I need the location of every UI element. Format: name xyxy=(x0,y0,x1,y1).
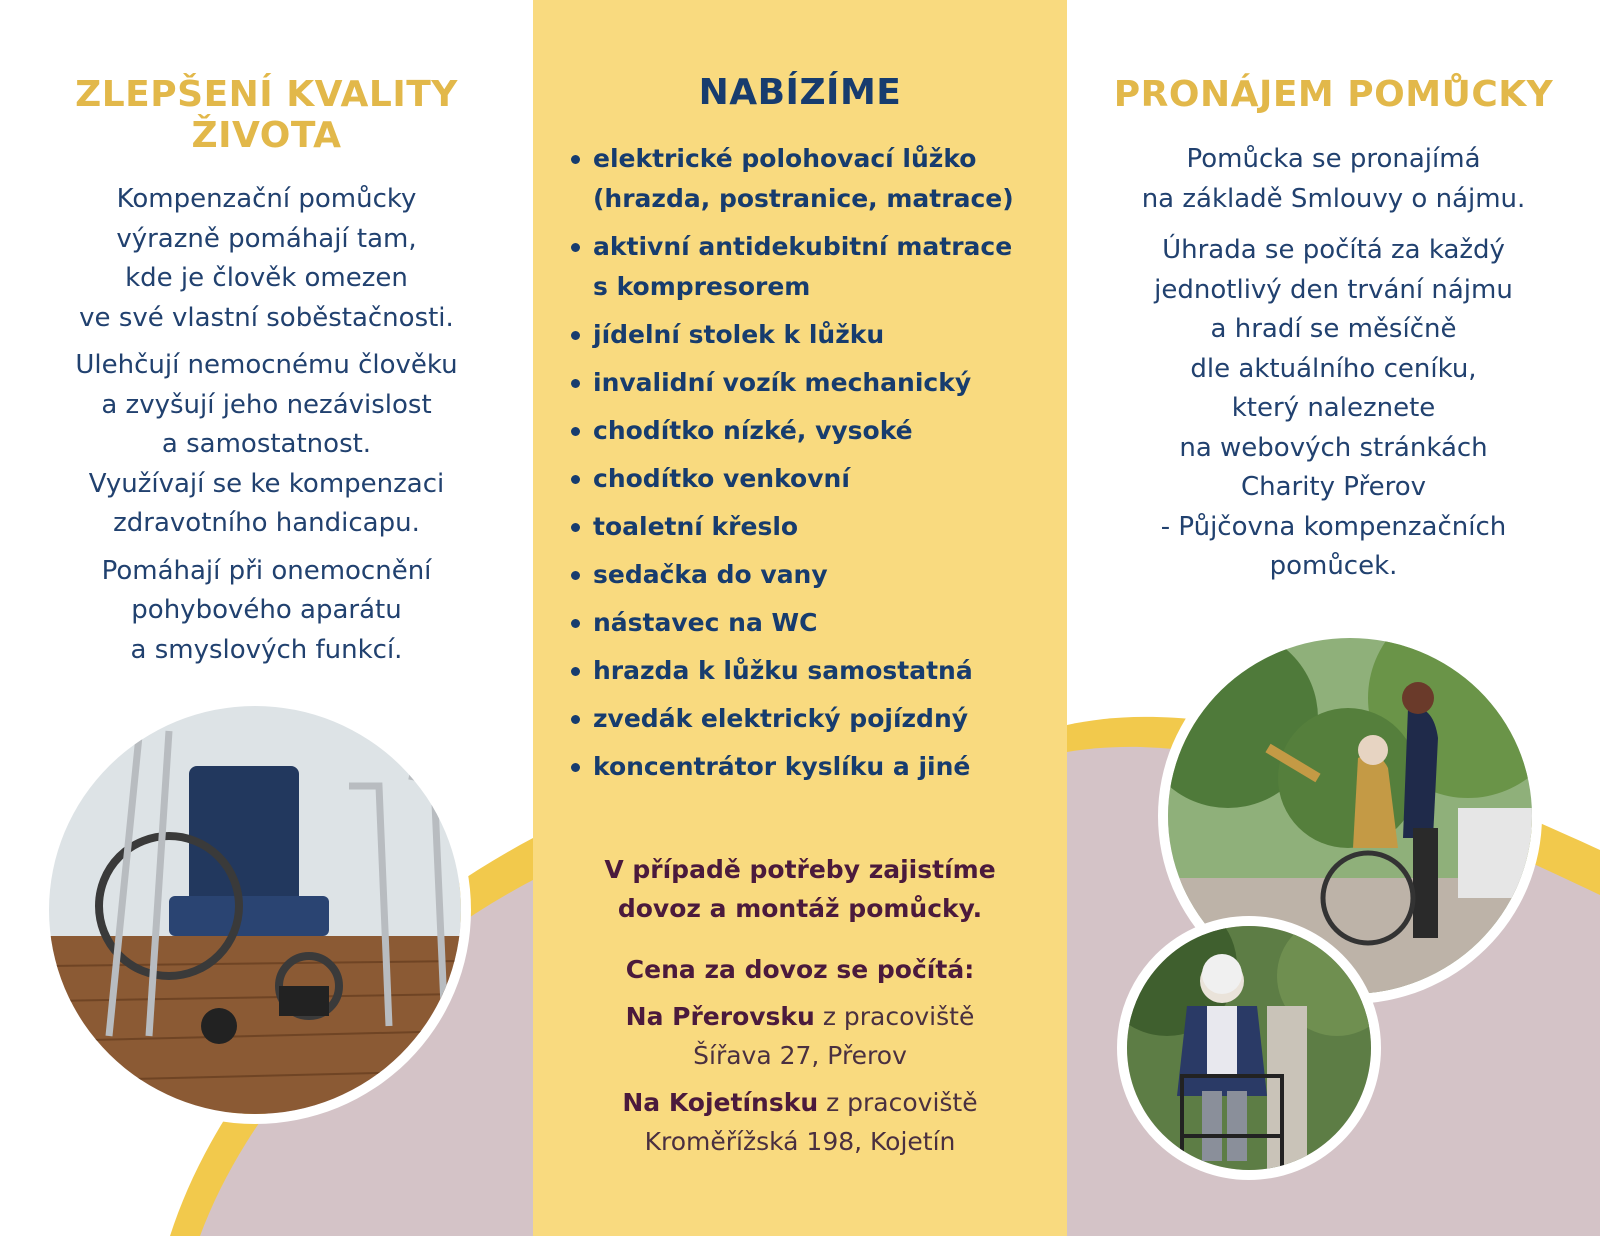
list-item xyxy=(571,603,1051,643)
bullet-icon xyxy=(571,155,580,164)
text-line: který naleznete xyxy=(1231,393,1436,423)
offer-line: sedačka do vany xyxy=(593,560,828,589)
price-title: Cena za dovoz se počítá: xyxy=(625,955,975,984)
text-line: a zvyšují jeho nezávislost xyxy=(101,389,432,420)
bullet-icon xyxy=(571,427,580,436)
text-line: ve své vlastní soběstačnosti. xyxy=(79,302,454,333)
offer-line: hrazda k lůžku samostatná xyxy=(593,656,973,685)
right-paragraph xyxy=(1067,140,1600,219)
bullet-icon xyxy=(571,763,580,772)
text-line: kde je člověk omezen xyxy=(125,263,408,293)
delivery-line: dovoz a montáž pomůcky. xyxy=(617,894,983,923)
list-item xyxy=(571,699,1051,739)
delivery-title xyxy=(533,850,1067,928)
text-line: pomůcek. xyxy=(1269,551,1398,581)
list-item xyxy=(571,555,1051,595)
text-line: Využívají se ke kompenzaci xyxy=(88,468,445,499)
offer-line: jídelní stolek k lůžku xyxy=(593,320,885,349)
text-line: pohybového aparátu xyxy=(131,595,402,625)
left-paragraph xyxy=(0,180,533,338)
left-heading xyxy=(0,74,533,156)
offer-line: aktivní antidekubitní matrace xyxy=(593,232,1013,261)
text-line: zdravotního handicapu. xyxy=(113,508,420,538)
bullet-icon xyxy=(571,523,580,532)
offer-line: s kompresorem xyxy=(593,272,811,301)
left-heading-line: ŽIVOTA xyxy=(191,115,342,156)
text-line: jednotlivý den trvání nájmu xyxy=(1154,274,1513,305)
list-item xyxy=(571,651,1051,691)
office-from: z pracoviště xyxy=(826,1088,978,1117)
office-address: Šířava 27, Přerov xyxy=(693,1041,907,1070)
office-kojetin xyxy=(533,1083,1067,1161)
middle-panel xyxy=(533,0,1067,1236)
bullet-icon xyxy=(571,475,580,484)
list-item xyxy=(571,747,1051,787)
bullet-icon xyxy=(571,243,580,252)
offer-line: chodítko venkovní xyxy=(593,464,850,493)
list-item xyxy=(571,363,1051,403)
delivery-info xyxy=(533,850,1067,1161)
bullet-icon xyxy=(571,619,580,628)
middle-heading: NABÍZÍME xyxy=(698,72,902,113)
left-text xyxy=(0,180,533,678)
bullet-icon xyxy=(571,667,580,676)
list-item xyxy=(571,227,1051,307)
offer-line: chodítko nízké, vysoké xyxy=(593,416,913,445)
bullet-icon xyxy=(571,715,580,724)
text-line: na základě Smlouvy o nájmu. xyxy=(1141,183,1526,214)
text-line: a hradí se měsíčně xyxy=(1210,314,1457,344)
text-line: Charity Přerov xyxy=(1240,472,1427,502)
text-line: výrazně pomáhají tam, xyxy=(116,223,417,254)
offer-line: zvedák elektrický pojízdný xyxy=(593,704,969,733)
list-item xyxy=(571,315,1051,355)
text-line: a smyslových funkcí. xyxy=(130,634,403,665)
office-from: z pracoviště xyxy=(822,1002,975,1031)
left-paragraph xyxy=(0,552,533,671)
offer-line: (hrazda, postranice, matrace) xyxy=(593,184,1014,213)
senior-walker-photo xyxy=(1117,916,1381,1180)
bullet-icon xyxy=(571,571,580,580)
offer-list xyxy=(571,139,1051,795)
text-line: a samostatnost. xyxy=(161,429,372,459)
list-item xyxy=(571,139,1051,219)
wheelchair-photo xyxy=(39,696,471,1124)
text-line: Ulehčují nemocnému člověku xyxy=(75,350,458,380)
office-address: Kroměřížská 198, Kojetín xyxy=(644,1127,956,1156)
offer-line: koncentrátor kyslíku a jiné xyxy=(593,752,971,781)
right-text xyxy=(1067,140,1600,595)
text-line: Pomůcka se pronajímá xyxy=(1186,144,1481,174)
list-item xyxy=(571,411,1051,451)
offer-line: invalidní vozík mechanický xyxy=(593,368,972,397)
text-line: dle aktuálního ceníku, xyxy=(1190,353,1477,384)
office-region: Na Přerovsku xyxy=(625,1002,815,1031)
left-paragraph xyxy=(0,346,533,544)
text-line: Úhrada se počítá za každý xyxy=(1162,235,1505,265)
bullet-icon xyxy=(571,379,580,388)
text-line: Pomáhají při onemocnění xyxy=(101,555,432,586)
offer-line: nástavec na WC xyxy=(593,608,818,637)
text-line: Kompenzační pomůcky xyxy=(116,184,417,214)
office-region: Na Kojetínsku xyxy=(622,1088,819,1117)
delivery-line: V případě potřeby zajistíme xyxy=(604,855,996,884)
text-line: na webových stránkách xyxy=(1179,432,1488,463)
list-item xyxy=(571,459,1051,499)
offer-line: toaletní křeslo xyxy=(593,512,799,541)
text-line: - Půjčovna kompenzačních xyxy=(1160,511,1507,542)
list-item xyxy=(571,507,1051,547)
right-heading: PRONÁJEM POMŮCKY xyxy=(1113,74,1554,115)
offer-line: elektrické polohovací lůžko xyxy=(593,144,977,173)
right-paragraph xyxy=(1067,231,1600,587)
left-heading-line: ZLEPŠENÍ KVALITY xyxy=(75,74,458,115)
bullet-icon xyxy=(571,331,580,340)
office-prerov xyxy=(533,997,1067,1075)
